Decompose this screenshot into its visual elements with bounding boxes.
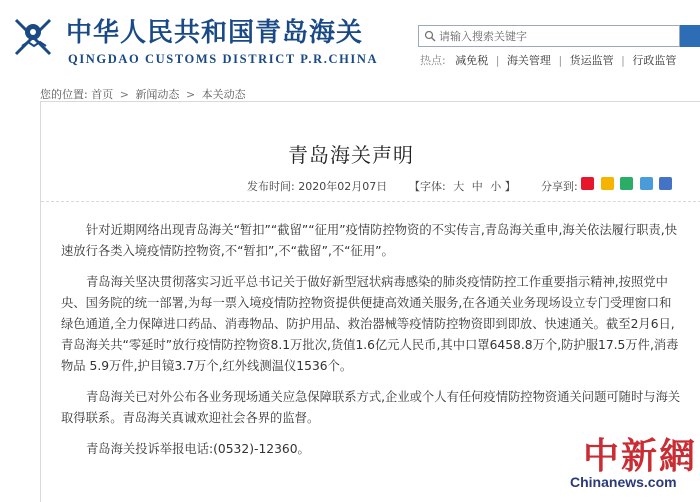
hot-link-admin-supervision[interactable]: 行政监管 — [632, 54, 677, 67]
share-moments-icon[interactable] — [640, 177, 653, 190]
breadcrumb — [40, 86, 246, 102]
divider — [41, 201, 700, 202]
share-weibo-icon[interactable] — [581, 177, 594, 190]
watermark-url: Chinanews.com — [570, 474, 677, 490]
search-icon — [424, 30, 436, 42]
breadcrumb-separator: > — [119, 88, 129, 101]
article-paragraph: 青岛海关已对外公布各业务现场通关应急保障联系方式,企业或个人有任何疫情防控物资通关问题可随时与海关取得联系。青岛海关真诚欢迎社会各界的监督。 — [61, 390, 681, 425]
hot-links — [420, 52, 676, 68]
breadcrumb-home[interactable]: 首页 — [91, 88, 114, 101]
site-header — [0, 0, 700, 80]
article-paragraph: 针对近期网络出现青岛海关“暂扣”“截留”“征用”疫情防控物资的不实传言,青岛海关重申,海关依法履行职责,快速放行各类入境疫情防控物资,不“暂扣”,不“截留”,不“征用”。 — [61, 223, 678, 258]
publish-date: 发布时间: 2020年02月07日 — [247, 180, 388, 193]
search-input[interactable] — [439, 27, 649, 45]
article-paragraph: 青岛海关投诉举报电话:(0532)-12360。 — [86, 442, 310, 456]
share-wechat-icon[interactable] — [620, 177, 633, 190]
hot-link-customs-management[interactable]: 海关管理 — [506, 54, 551, 67]
hot-link-cargo-supervision[interactable]: 货运监管 — [569, 54, 614, 67]
share-label: 分享到: — [541, 180, 578, 193]
site-subtitle: QINGDAO CUSTOMS DISTRICT P.R.CHINA — [68, 52, 379, 66]
font-size-control — [409, 178, 516, 194]
watermark-logo: 中新網 — [583, 435, 698, 477]
article-meta — [41, 178, 700, 198]
separator: | — [558, 54, 563, 67]
search-button[interactable] — [680, 25, 700, 47]
font-close: 】 — [504, 180, 516, 193]
share-icons — [581, 176, 675, 190]
article-title: 青岛海关声明 — [288, 143, 414, 167]
font-size-medium[interactable]: 中 — [471, 180, 483, 193]
hot-label: 热点: — [420, 54, 446, 67]
breadcrumb-separator: > — [185, 88, 196, 101]
font-size-large[interactable]: 大 — [453, 180, 465, 193]
site-title[interactable]: 中华人民共和国青岛海关 — [66, 18, 364, 48]
hot-link-tax-exemption[interactable]: 减免税 — [455, 54, 489, 67]
font-label: 【字体: — [409, 180, 446, 193]
share-qzone-icon[interactable] — [601, 177, 614, 190]
breadcrumb-label: 您的位置: — [40, 88, 88, 101]
share-more-icon[interactable] — [659, 177, 672, 190]
separator: | — [495, 54, 500, 67]
search-box — [418, 25, 680, 47]
separator: | — [621, 54, 625, 67]
breadcrumb-news[interactable]: 新闻动态 — [135, 88, 180, 101]
customs-emblem-icon[interactable] — [8, 12, 58, 62]
article-paragraph: 青岛海关坚决贯彻落实习近平总书记关于做好新型冠状病毒感染的肺炎疫情防控工作重要指示精神,按照党中央、国务院的统一部署,为每一票入境疫情防控物资提供便捷高效通关服务,在各通关业务现场设立专门受理窗口和绿色通道,全力保障进口药品、消毒物品、防护用品、救治器械等疫情防控物资即到即放、快速通关。截至2月6日,青岛海关共“零延时”放行疫情防控物资8.1万批次,货值1.6亿元人民币,其中口罩6458.8万个,防护服17.5万件,消毒物品 5.9万件,护目镜3.7万个,红外线测温仪1536个。 — [61, 275, 679, 373]
breadcrumb-local-news[interactable]: 本关动态 — [201, 88, 246, 101]
font-size-small[interactable]: 小 — [490, 180, 502, 193]
